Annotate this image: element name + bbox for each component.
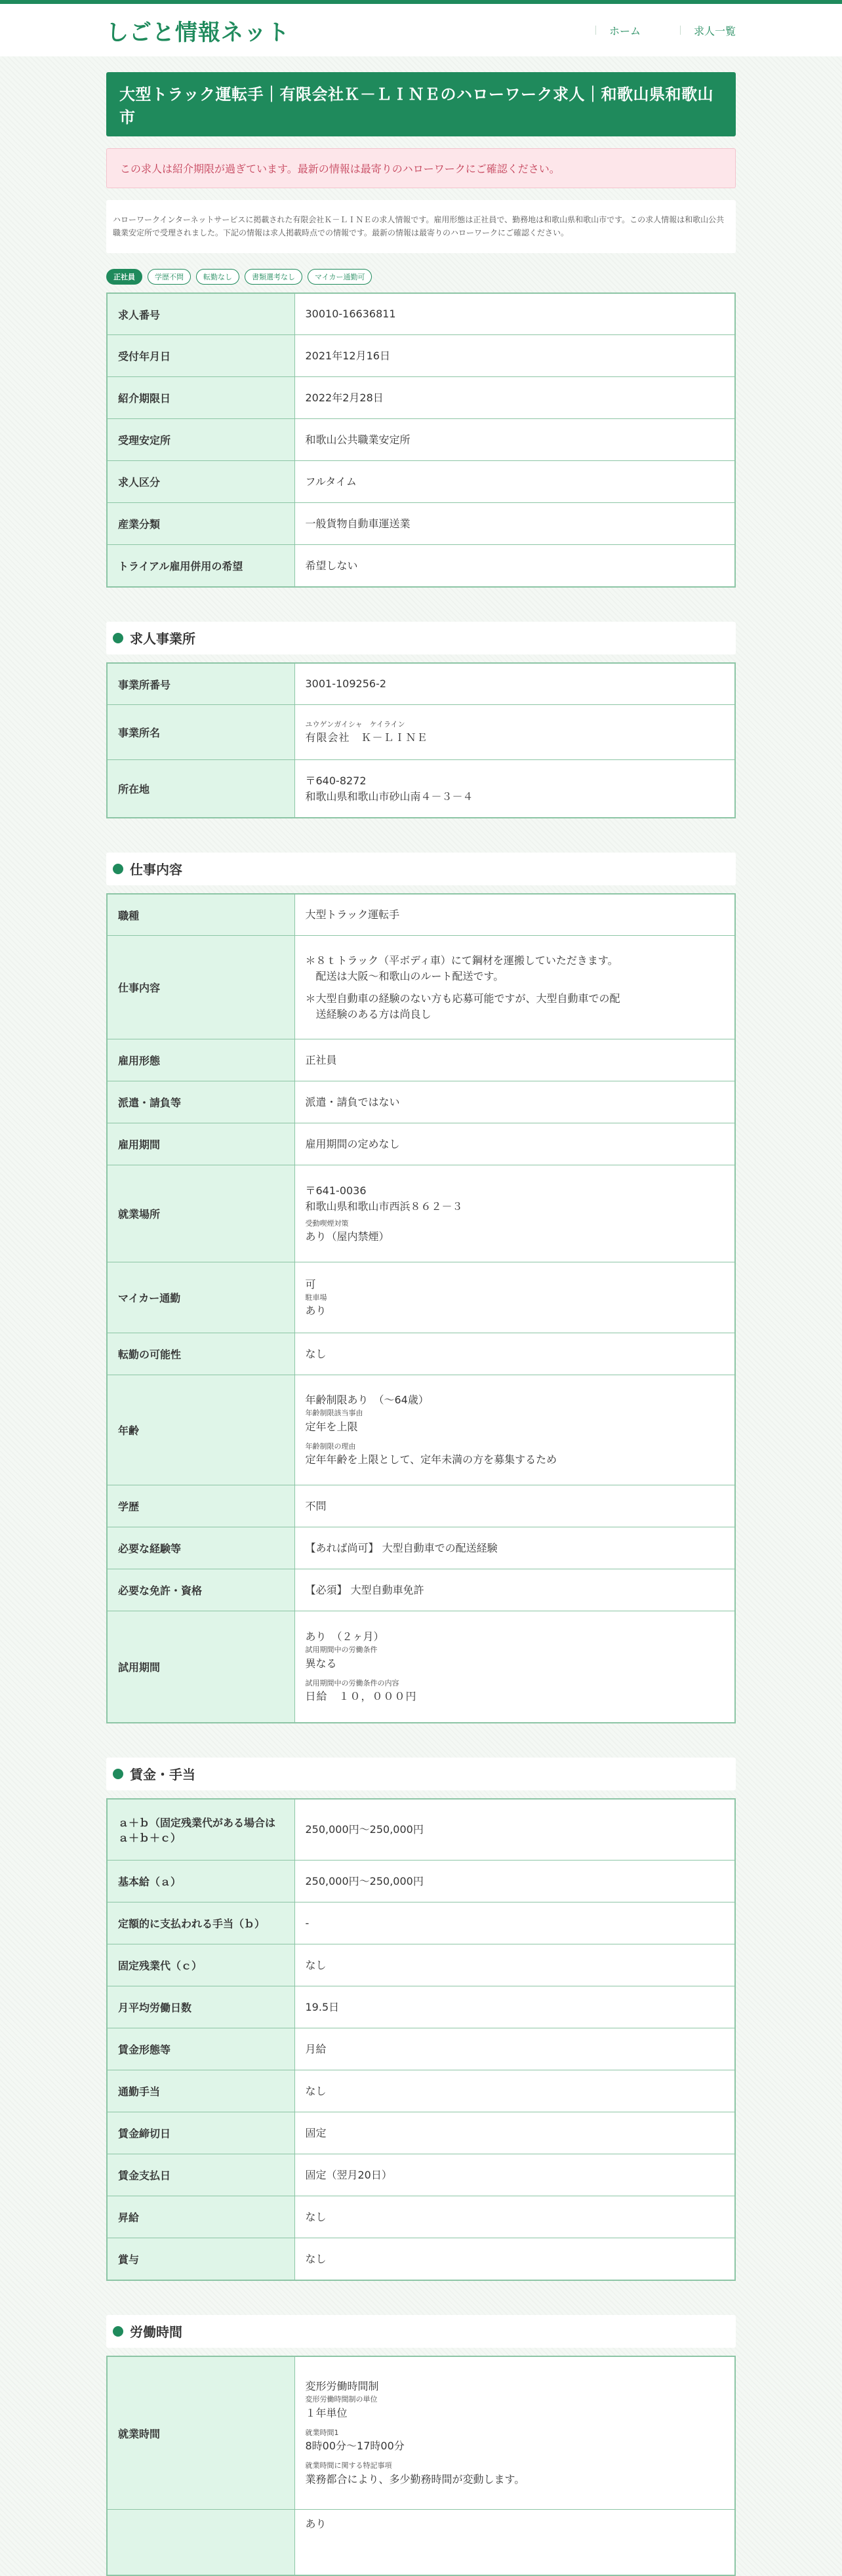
table-row	[107, 1081, 735, 1123]
office-name-kana: ユウゲンガイシャ ケイライン	[305, 719, 405, 729]
table-row	[107, 1333, 735, 1375]
page-title: 大型トラック運転手｜有限会社Ｋ－ＬＩＮＥのハローワーク求人｜和歌山県和歌山市	[106, 72, 736, 136]
table-row	[107, 335, 735, 377]
row-label: トライアル雇用併用の希望	[107, 545, 294, 587]
row-label: 必要な経験等	[107, 1527, 294, 1569]
row-value: 2022年2月28日	[294, 377, 735, 419]
trial-cond-label: 試用期間中の労働条件	[305, 1645, 378, 1655]
row-value: 250,000円〜250,000円	[294, 1861, 735, 1902]
table-row	[107, 1799, 735, 1861]
wage-table	[106, 1798, 736, 2281]
row-label: 年齢	[107, 1375, 294, 1485]
section-title: 求人事業所	[130, 631, 195, 647]
row-value: 一般貨物自動車運送業	[294, 503, 735, 545]
row-label: 月平均労働日数	[107, 1986, 294, 2028]
row-value: 250,000円〜250,000円	[294, 1799, 735, 1861]
table-row	[107, 2070, 735, 2112]
row-label: 定額的に支払われる手当（ｂ）	[107, 1902, 294, 1944]
row-label: 受付年月日	[107, 335, 294, 377]
table-row	[107, 2510, 735, 2575]
row-label: 受理安定所	[107, 419, 294, 461]
section-work-header	[106, 853, 736, 885]
section-title: 仕事内容	[130, 862, 182, 878]
table-row	[107, 2238, 735, 2280]
row-value: 和歌山公共職業安定所	[294, 419, 735, 461]
job-description: ハローワークインターネットサービスに掲載された有限会社Ｋ－ＬＩＮＥの求人情報です。雇用形態は正社員で、勤務地は和歌山県和歌山市です。この求人情報は和歌山公共職業安定所で受理されました。下記の情報は求人掲載時点での情報です。最新の情報は最寄りのハローワークにご確認ください。	[106, 200, 736, 253]
row-label: 就業時間	[107, 2356, 294, 2510]
bullet-icon	[113, 2326, 123, 2337]
table-row	[107, 663, 735, 705]
table-row	[107, 1611, 735, 1723]
row-label: マイカー通勤	[107, 1262, 294, 1333]
office-name-cell	[294, 705, 735, 760]
table-row	[107, 1485, 735, 1527]
site-header	[0, 0, 842, 56]
trial-detail-label: 試用期間中の労働条件の内容	[305, 1678, 399, 1687]
table-row	[107, 545, 735, 587]
section-office-header	[106, 622, 736, 654]
content-line: 配送は大阪～和歌山のルート配送です。	[305, 969, 504, 982]
education: 不問	[294, 1485, 735, 1527]
work-table	[106, 893, 736, 1723]
hours-cell	[294, 2356, 735, 2510]
hours-note: 業務都合により、多少勤務時間が変動します。	[305, 2472, 525, 2485]
license: 【必須】 大型自動車免許	[294, 1569, 735, 1611]
row-label: 学歴	[107, 1485, 294, 1527]
section-wage-header	[106, 1758, 736, 1790]
table-row	[107, 2028, 735, 2070]
row-value: フルタイム	[294, 461, 735, 503]
office-table	[106, 662, 736, 818]
hours-table	[106, 2356, 736, 2576]
parking-label: 駐車場	[305, 1293, 327, 1302]
main-content	[106, 56, 736, 2576]
row-value: 30010-16636811	[294, 293, 735, 335]
row-label: 雇用形態	[107, 1039, 294, 1081]
row-label: 事業所名	[107, 705, 294, 760]
time1: 8時00分〜17時00分	[305, 2440, 405, 2453]
row-value: なし	[294, 2238, 735, 2280]
content-line: ＊大型自動車の経験のない方も応募可能ですが、大型自動車での配	[305, 992, 620, 1005]
table-row	[107, 1944, 735, 1986]
experience: 【あれば尚可】 大型自動車での配送経験	[294, 1527, 735, 1569]
row-value: なし	[294, 2196, 735, 2238]
trial-period: あり （２ヶ月）	[305, 1630, 384, 1643]
row-label: 就業場所	[107, 1165, 294, 1262]
transfer: なし	[294, 1333, 735, 1375]
employment-type: 正社員	[294, 1039, 735, 1081]
row-label: 必要な免許・資格	[107, 1569, 294, 1611]
occupation: 大型トラック運転手	[294, 894, 735, 936]
row-label: 通勤手当	[107, 2070, 294, 2112]
row-label: 産業分類	[107, 503, 294, 545]
hours-note-label: 就業時間に関する特記事項	[305, 2461, 392, 2470]
age-reason-label: 年齢制限該当事由	[305, 1409, 363, 1418]
row-label: 所在地	[107, 760, 294, 818]
trial-detail: 日給 １０，０００円	[305, 1690, 417, 1703]
row-label: 賃金支払日	[107, 2154, 294, 2196]
nav-job-list-link[interactable]: 求人一覧	[641, 23, 736, 38]
work-content-cell	[294, 936, 735, 1039]
age-limit: 年齢制限あり （～64歳）	[305, 1394, 429, 1407]
smoking-value: あり（屋内禁煙）	[305, 1230, 390, 1243]
employment-period: 雇用期間の定めなし	[294, 1123, 735, 1165]
row-label: 紹介期限日	[107, 377, 294, 419]
trial-cond: 異なる	[305, 1657, 337, 1670]
row-value: なし	[294, 2070, 735, 2112]
bullet-icon	[113, 633, 123, 643]
row-label: 雇用期間	[107, 1123, 294, 1165]
age-cell	[294, 1375, 735, 1485]
table-row	[107, 2356, 735, 2510]
dispatch: 派遣・請負ではない	[294, 1081, 735, 1123]
hours-unit: １年単位	[305, 2406, 348, 2419]
expired-alert: この求人は紹介期限が過ぎています。最新の情報は最寄りのハローワークにご確認ください。	[106, 148, 736, 188]
table-row	[107, 1527, 735, 1569]
table-row	[107, 1165, 735, 1262]
table-row	[107, 293, 735, 335]
tag-education: 学歴不問	[148, 269, 191, 285]
table-row	[107, 1986, 735, 2028]
row-value: 2021年12月16日	[294, 335, 735, 377]
table-row	[107, 377, 735, 419]
overtime: あり	[294, 2510, 735, 2575]
table-row	[107, 1569, 735, 1611]
content-line: ＊８ｔトラック（平ボディ車）にて鋼材を運搬していただきます。	[305, 954, 618, 967]
car-commute-cell	[294, 1262, 735, 1333]
tag-list	[106, 269, 736, 285]
row-label: 求人区分	[107, 461, 294, 503]
table-row	[107, 2196, 735, 2238]
row-value: 月給	[294, 2028, 735, 2070]
site-logo[interactable]: しごと情報ネット	[106, 19, 290, 46]
table-row	[107, 1375, 735, 1485]
table-row	[107, 1262, 735, 1333]
row-label: 仕事内容	[107, 936, 294, 1039]
table-row	[107, 419, 735, 461]
work-place-cell	[294, 1165, 735, 1262]
table-row	[107, 1861, 735, 1902]
office-postal: 〒640-8272	[305, 774, 367, 787]
table-row	[107, 503, 735, 545]
row-value: 固定	[294, 2112, 735, 2154]
smoking-label: 受動喫煙対策	[305, 1218, 349, 1228]
summary-table	[106, 292, 736, 588]
age-why: 定年年齢を上限として、定年未満の方を募集するため	[305, 1453, 557, 1466]
table-row	[107, 760, 735, 818]
office-address-cell	[294, 760, 735, 818]
tag-employment: 正社員	[106, 269, 142, 285]
top-nav	[556, 23, 736, 38]
tag-screening: 書類選考なし	[245, 269, 302, 285]
section-hours-header	[106, 2315, 736, 2348]
row-label: 賞与	[107, 2238, 294, 2280]
table-row	[107, 1039, 735, 1081]
row-label: 賃金形態等	[107, 2028, 294, 2070]
table-row	[107, 2154, 735, 2196]
time1-label: 就業時間1	[305, 2428, 339, 2437]
place-address: 和歌山県和歌山市西浜８６２－３	[305, 1199, 463, 1213]
tag-transfer: 転勤なし	[196, 269, 239, 285]
row-label: 昇給	[107, 2196, 294, 2238]
hours-type: 変形労働時間制	[305, 2380, 379, 2393]
office-name: 有限会社 Ｋ－ＬＩＮＥ	[305, 731, 428, 744]
row-label: ａ＋ｂ（固定残業代がある場合はａ＋ｂ＋ｃ）	[107, 1799, 294, 1861]
office-address: 和歌山県和歌山市砂山南４－３－４	[305, 790, 473, 803]
row-label: 派遣・請負等	[107, 1081, 294, 1123]
tag-car-commute: マイカー通勤可	[308, 269, 372, 285]
section-title: 労働時間	[130, 2324, 182, 2341]
table-row	[107, 1123, 735, 1165]
row-value: 19.5日	[294, 1986, 735, 2028]
bullet-icon	[113, 864, 123, 874]
row-label: 転勤の可能性	[107, 1333, 294, 1375]
row-label: 試用期間	[107, 1611, 294, 1723]
table-row	[107, 894, 735, 936]
row-label: 固定残業代（ｃ）	[107, 1944, 294, 1986]
row-label: 求人番号	[107, 293, 294, 335]
office-number: 3001-109256-2	[294, 663, 735, 705]
car-commute: 可	[305, 1278, 316, 1291]
age-why-label: 年齢制限の理由	[305, 1441, 356, 1451]
row-value: なし	[294, 1944, 735, 1986]
row-value: -	[294, 1902, 735, 1944]
hours-unit-label: 変形労働時間制の単位	[305, 2395, 378, 2404]
table-row	[107, 2112, 735, 2154]
row-value: 希望しない	[294, 545, 735, 587]
row-label: 基本給（ａ）	[107, 1861, 294, 1902]
section-title: 賃金・手当	[130, 1767, 195, 1783]
table-row	[107, 936, 735, 1039]
trial-cell	[294, 1611, 735, 1723]
place-postal: 〒641-0036	[305, 1184, 367, 1197]
age-reason: 定年を上限	[305, 1420, 358, 1433]
parking: あり	[305, 1304, 327, 1318]
nav-home-link[interactable]: ホーム	[556, 23, 641, 38]
row-label: 賃金締切日	[107, 2112, 294, 2154]
bullet-icon	[113, 1769, 123, 1779]
row-label	[107, 2510, 294, 2575]
row-value: 固定（翌月20日）	[294, 2154, 735, 2196]
row-label: 職種	[107, 894, 294, 936]
table-row	[107, 1902, 735, 1944]
content-line: 送経験のある方は尚良し	[305, 1007, 431, 1020]
table-row	[107, 705, 735, 760]
table-row	[107, 461, 735, 503]
row-label: 事業所番号	[107, 663, 294, 705]
